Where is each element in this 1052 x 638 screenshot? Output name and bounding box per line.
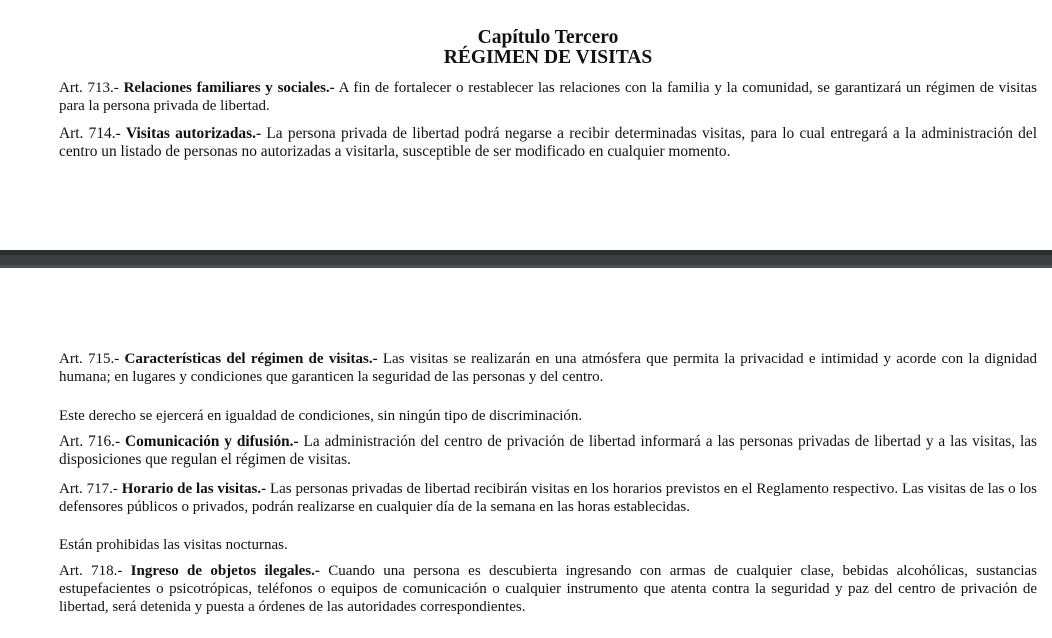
article-title: Ingreso de objetos ilegales.- xyxy=(130,563,320,579)
article-title: Visitas autorizadas.- xyxy=(125,125,262,142)
article-text: La administración del centro de privación de libertad informará a las personas privadas de libertad y a las visitas, las disposiciones que regulan el régimen de visitas. xyxy=(59,433,1038,468)
article-ref: Art. 714.- xyxy=(59,125,121,142)
article-717 xyxy=(59,480,1037,516)
article-title: Relaciones familiares y sociales.- xyxy=(123,80,335,96)
article-text: Las personas privadas de libertad recibirán visitas en los horarios previstos en el Reglamento respectivo. Las visitas de las o los defensores públicos o privados, podrán realizarse en cualquier día de la semana en las horas establecidas. xyxy=(59,481,1038,515)
article-718 xyxy=(59,562,1037,616)
page-top xyxy=(0,0,1052,250)
article-text: La persona privada de libertad podrá negarse a recibir determinadas visitas, para lo cual entregará a la administración del centro un listado de personas no autorizadas a visitarla, susceptible de ser modificado en cualquier momento. xyxy=(59,125,1037,160)
article-text: Cuando una persona es descubierta ingresando con armas de cualquier clase, bebidas alcohólicas, sustancias estupefacientes o psicotrópicas, teléfonos o equipos de comunicación o cualquier instrumento que atenta contra la seguridad y paz del centro de privación de libertad, será detenida y puesta a órdenes de las autoridades correspondientes. xyxy=(59,563,1038,615)
page-break-divider xyxy=(0,250,1052,268)
article-ref: Art. 718.- xyxy=(59,563,123,579)
article-text: A fin de fortalecer o restablecer las relaciones con la familia y la comunidad, se garantizará un régimen de visitas para la persona privada de libertad. xyxy=(59,80,1038,114)
article-ref: Art. 713.- xyxy=(59,80,119,96)
article-715-extra: Este derecho se ejercerá en igualdad de condiciones, sin ningún tipo de discriminación. xyxy=(59,408,583,424)
chapter-heading xyxy=(0,28,1052,68)
article-714 xyxy=(59,125,1037,161)
chapter-number: Capítulo Tercero xyxy=(477,27,619,48)
article-ref: Art. 716.- xyxy=(59,433,121,450)
article-ref: Art. 715.- xyxy=(59,351,120,367)
page-bottom xyxy=(0,268,1052,638)
article-title: Horario de las visitas.- xyxy=(121,481,267,497)
article-713 xyxy=(59,79,1037,115)
article-716 xyxy=(59,433,1037,469)
article-715 xyxy=(59,350,1037,386)
article-title: Comunicación y difusión.- xyxy=(125,433,299,450)
article-ref: Art. 717.- xyxy=(59,481,118,497)
article-title: Características del régimen de visitas.- xyxy=(124,351,378,367)
chapter-title: RÉGIMEN DE VISITAS xyxy=(443,47,653,68)
divider-shade xyxy=(0,250,1052,255)
article-717-extra: Están prohibidas las visitas nocturnas. xyxy=(59,537,288,553)
article-text: Las visitas se realizarán en una atmósfera que permita la privacidad e intimidad y acorde con la dignidad humana; en lugares y condiciones que garanticen la seguridad de las personas y del centro. xyxy=(59,351,1037,385)
